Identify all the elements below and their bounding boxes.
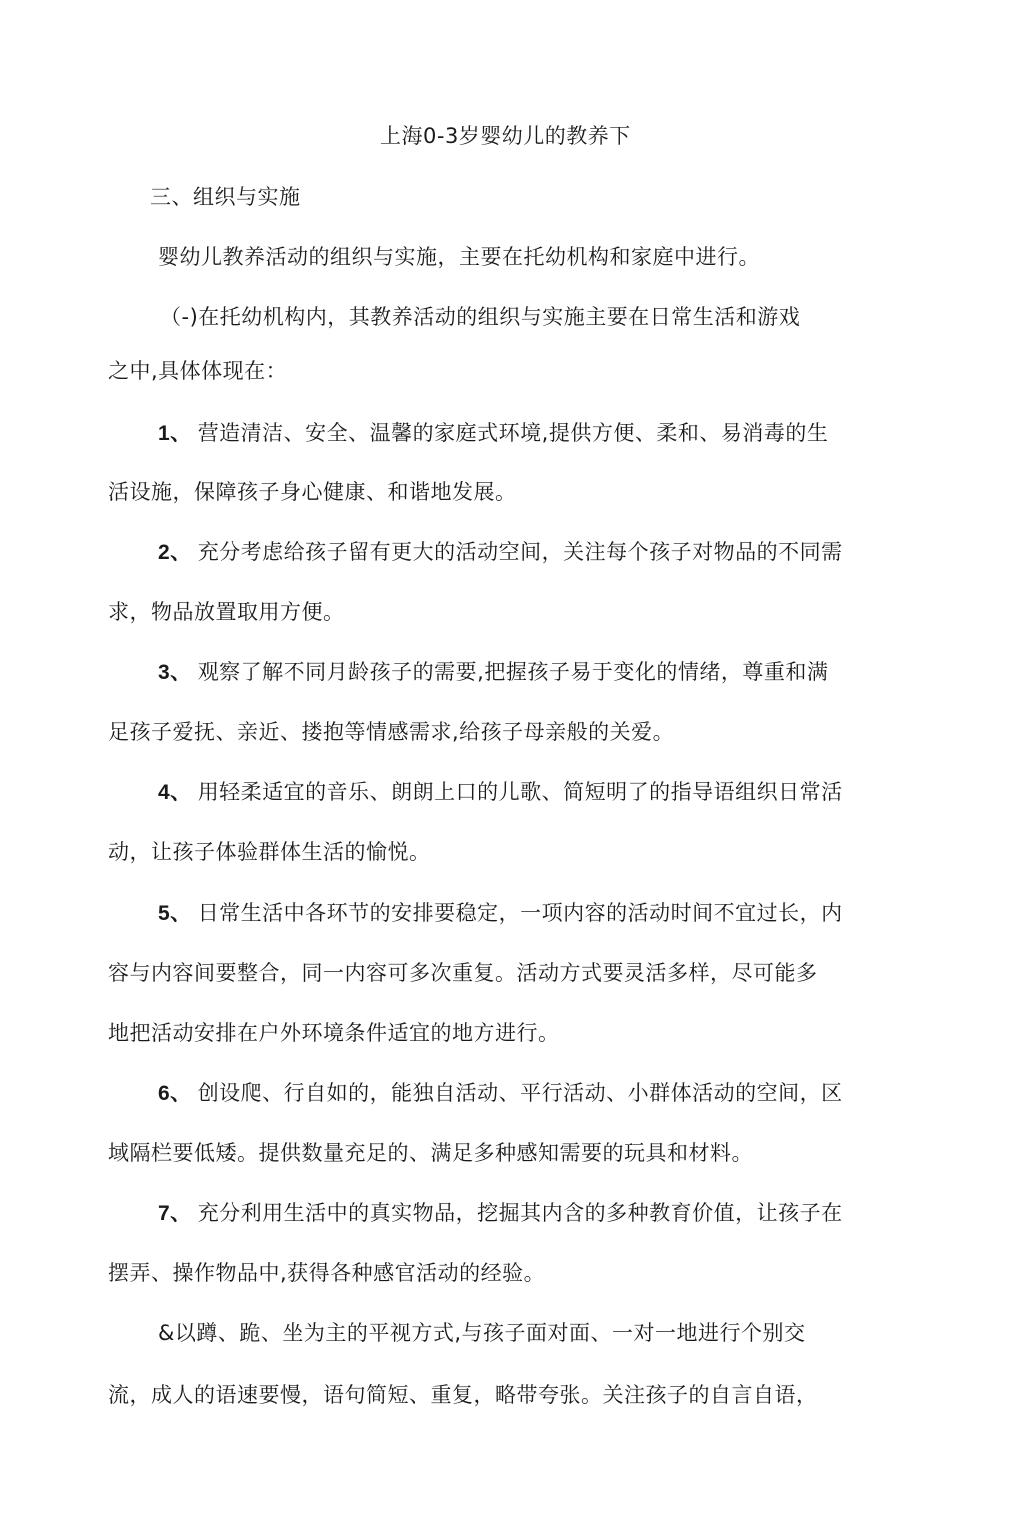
item-number: 2、 <box>158 541 192 564</box>
list-item-6-line-2: 域隔栏要低矮。提供数量充足的、满足多种感知需要的玩具和材料。 <box>108 1141 753 1165</box>
list-item-5-line-2: 容与内容间要整合，同一内容可多次重复。活动方式要灵活多样，尽可能多 <box>108 961 818 985</box>
item-text: 充分利用生活中的真实物品，挖掘其内含的多种教育价值，让孩子在 <box>197 1201 843 1225</box>
item-text: 营造清洁、安全、温馨的家庭式环境,提供方便、柔和、易消毒的生 <box>197 421 829 445</box>
list-item-4-line-1 <box>158 777 843 808</box>
section-heading: 三、组织与实施 <box>150 185 301 209</box>
list-item-4-line-2: 动，让孩子体验群体生活的愉悦。 <box>108 840 431 864</box>
item-text: 观察了解不同月龄孩子的需要,把握孩子易于变化的情绪，尊重和满 <box>197 660 829 684</box>
item-text: 充分考虑给孩子留有更大的活动空间，关注每个孩子对物品的不同需 <box>197 540 843 564</box>
list-item-1-line-2: 活设施，保障孩子身心健康、和谐地发展。 <box>108 480 517 504</box>
list-item-5-line-3: 地把活动安排在户外环境条件适宜的地方进行。 <box>108 1021 560 1045</box>
subsection-line-1: （-)在托幼机构内，其教养活动的组织与实施主要在日常生活和游戏 <box>160 305 801 329</box>
item-number: 7、 <box>158 1202 192 1225</box>
list-item-2-line-2: 求，物品放置取用方便。 <box>108 600 345 624</box>
subsection-line-2: 之中,具体体现在： <box>108 359 288 383</box>
item-text: 创设爬、行自如的，能独自活动、平行活动、小群体活动的空间，区 <box>197 1081 843 1105</box>
item-number: 3、 <box>158 661 192 684</box>
list-item-8-line-2: 流，成人的语速要慢，语句简短、重复，略带夸张。关注孩子的自言自语， <box>108 1383 818 1407</box>
intro-paragraph: 婴幼儿教养活动的组织与实施，主要在托幼机构和家庭中进行。 <box>158 245 760 269</box>
list-item-1-line-1 <box>158 418 828 449</box>
item-number: 5、 <box>158 902 192 925</box>
list-item-8-line-1: &以蹲、跪、坐为主的平视方式,与孩子面对面、一对一地进行个别交 <box>158 1321 806 1345</box>
item-number: 6、 <box>158 1082 192 1105</box>
list-item-5-line-1 <box>158 898 843 929</box>
list-item-6-line-1 <box>158 1078 843 1109</box>
list-item-3-line-2: 足孩子爱抚、亲近、搂抱等情感需求,给孩子母亲般的关爱。 <box>108 720 675 744</box>
list-item-7-line-2: 摆弄、操作物品中,获得各种感官活动的经验。 <box>108 1261 546 1285</box>
list-item-3-line-1 <box>158 657 828 688</box>
list-item-7-line-1 <box>158 1198 843 1229</box>
item-number: 1、 <box>158 422 192 445</box>
item-text: 日常生活中各环节的安排要稳定，一项内容的活动时间不宜过长，内 <box>197 901 843 925</box>
list-item-2-line-1 <box>158 537 843 568</box>
item-text: 用轻柔适宜的音乐、朗朗上口的儿歌、简短明了的指导语组织日常活 <box>197 780 843 804</box>
item-number: 4、 <box>158 781 192 804</box>
page-title: 上海0-3岁婴幼儿的教养下 <box>380 124 631 148</box>
